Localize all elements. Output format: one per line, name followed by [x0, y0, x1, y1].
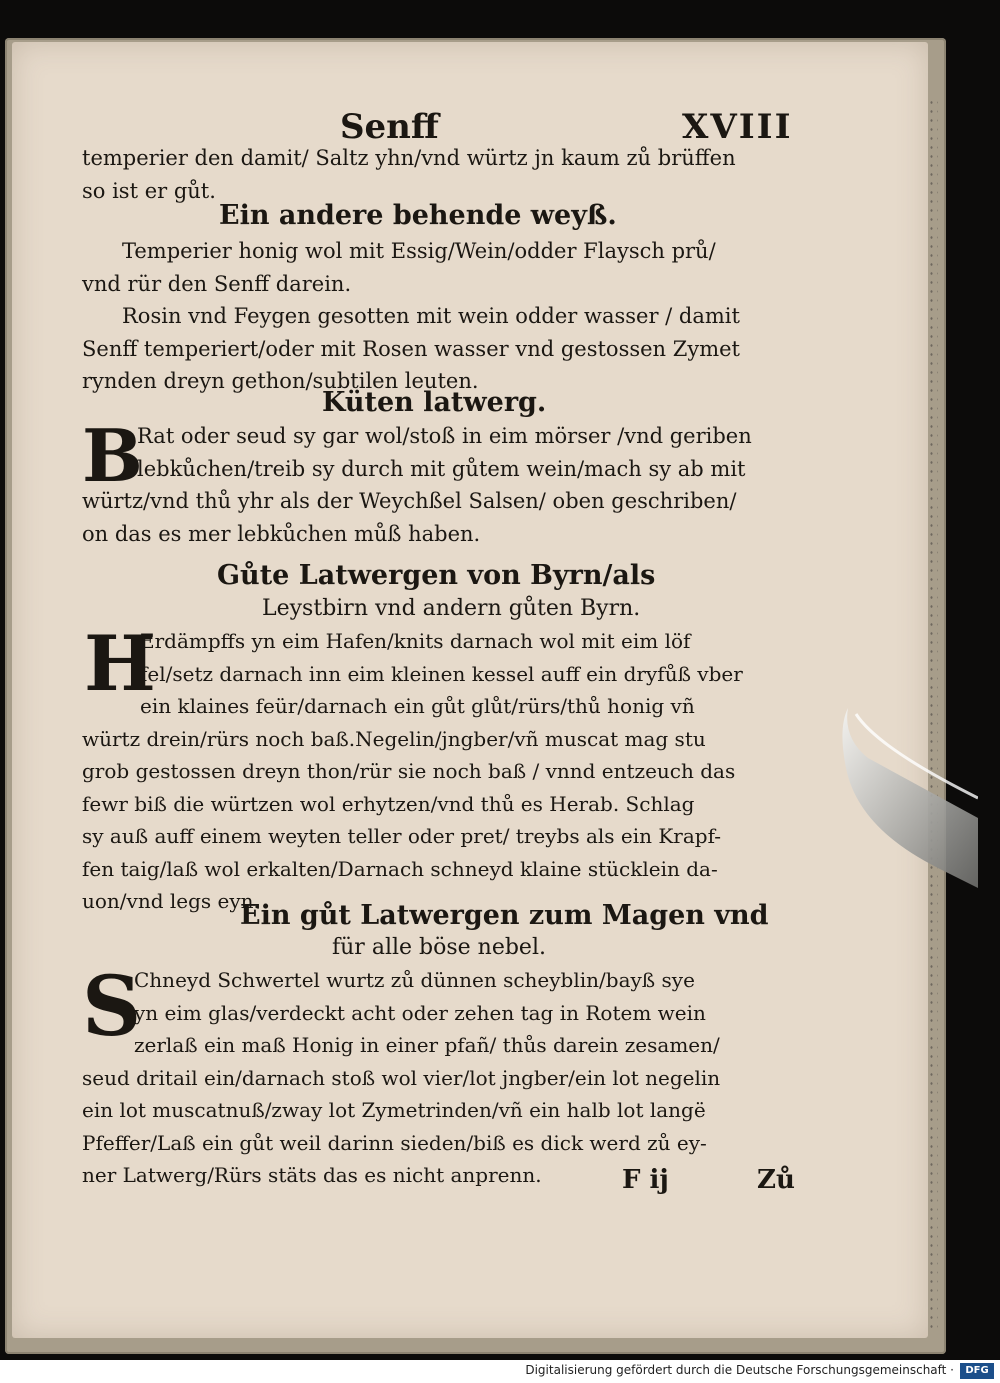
text-line: on das es mer lebkůchen můß haben. [82, 521, 481, 546]
text-line: fel/setz darnach inn eim kleinen kessel auff ein dryfůß vber [140, 661, 743, 686]
section-heading: Ein gůt Latwergen zum Magen vnd [240, 900, 769, 931]
text-line: würtz drein/rürs noch baß.Negelin/jngber/vñ muscat mag stu [82, 726, 706, 751]
section-body [82, 959, 721, 1192]
glass-page-clip [838, 698, 978, 888]
signature-mark: F ij [622, 1165, 669, 1195]
text-line: uon/vnd legs eyn. [82, 889, 260, 913]
section-subheading: Leystbirn vnd andern gůten Byrn. [262, 596, 641, 621]
text-line: fen taig/laß wol erkalten/Darnach schneyd klaine stücklein da- [82, 856, 718, 881]
text-line: temperier den damit/ Saltz yhn/vnd würtz jn kaum zů brüffen [82, 146, 736, 170]
text-line: Pfeffer/Laß ein gůt weil darinn sieden/biß es dick werd zů ey- [82, 1130, 707, 1155]
text-line: Erdämpffs yn eim Hafen/knits darnach wol mit eim löf [140, 629, 691, 653]
text-line: fewr biß die würtzen wol erhytzen/vnd thů es Herab. Schlag [82, 791, 695, 816]
section-heading: Gůte Latwergen von Byrn/als [217, 560, 656, 591]
text-line: ner Latwerg/Rürs stäts das es nicht anprenn. [82, 1163, 542, 1187]
text-line: Chneyd Schwertel wurtz zů dünnen scheyblin/bayß sye [134, 968, 695, 992]
text-line: vnd rür den Senff darein. [82, 271, 352, 296]
opening-paragraph [82, 142, 736, 207]
text-line: seud dritail ein/darnach stoß wol vier/lot jngber/ein lot negelin [82, 1065, 721, 1090]
section-body [82, 235, 740, 398]
text-line: ein klaines feür/darnach ein gůt glůt/rürs/thů honig vñ [140, 694, 695, 718]
digitization-footer [0, 1360, 1000, 1383]
text-line: sy auß auff einem weyten teller oder pret/ treybs als ein Krapf- [82, 824, 722, 848]
text-line: ein lot muscatnuß/zway lot Zymetrinden/vñ ein halb lot langë [82, 1098, 706, 1122]
text-line: Temperier honig wol mit Essig/Wein/odder Flaysch prů/ [122, 239, 716, 263]
text-line: Rat oder seud sy gar wol/stoß in eim mörser /vnd geriben [137, 424, 752, 448]
text-line: lebkůchen/treib sy durch mit gůtem wein/mach sy ab mit [137, 456, 746, 481]
text-line: yn eim glas/verdeckt acht oder zehen tag in Rotem wein [134, 1000, 706, 1025]
catchword: Zů [757, 1165, 795, 1195]
text-line: grob gestossen dreyn thon/rür sie noch baß / vnnd entzeuch das [82, 759, 736, 783]
dfg-logo: DFG [960, 1363, 994, 1379]
drop-initial: H [84, 619, 156, 708]
text-line: Rosin vnd Feygen gesotten mit wein odder wasser / damit [122, 304, 740, 328]
drop-initial: B [82, 413, 143, 498]
text-line: Senff temperiert/oder mit Rosen wasser vnd gestossen Zymet [82, 336, 740, 361]
running-head: Senff [340, 107, 439, 147]
book-page [12, 42, 928, 1338]
text-line: rynden dreyn gethon/subtilen leuten. [82, 369, 479, 393]
folio-number: XVIII [682, 107, 793, 147]
section-heading: Ein andere behende weyß. [219, 200, 617, 231]
drop-initial: S [82, 959, 142, 1055]
section-subheading: für alle böse nebel. [332, 935, 546, 960]
text-line: so ist er gůt. [82, 178, 216, 203]
text-line: würtz/vnd thů yhr als der Weychßel Salsen/ oben geschriben/ [82, 489, 737, 513]
section-body [82, 619, 743, 918]
section-body [82, 413, 752, 550]
section-heading: Küten latwerg. [322, 387, 547, 418]
text-line: zerlaß ein maß Honig in einer pfañ/ thůs darein zesamen/ [134, 1033, 720, 1057]
page-content [12, 42, 928, 1338]
footer-credit: Digitalisierung gefördert durch die Deutsche Forschungsgemeinschaft · [525, 1363, 954, 1377]
